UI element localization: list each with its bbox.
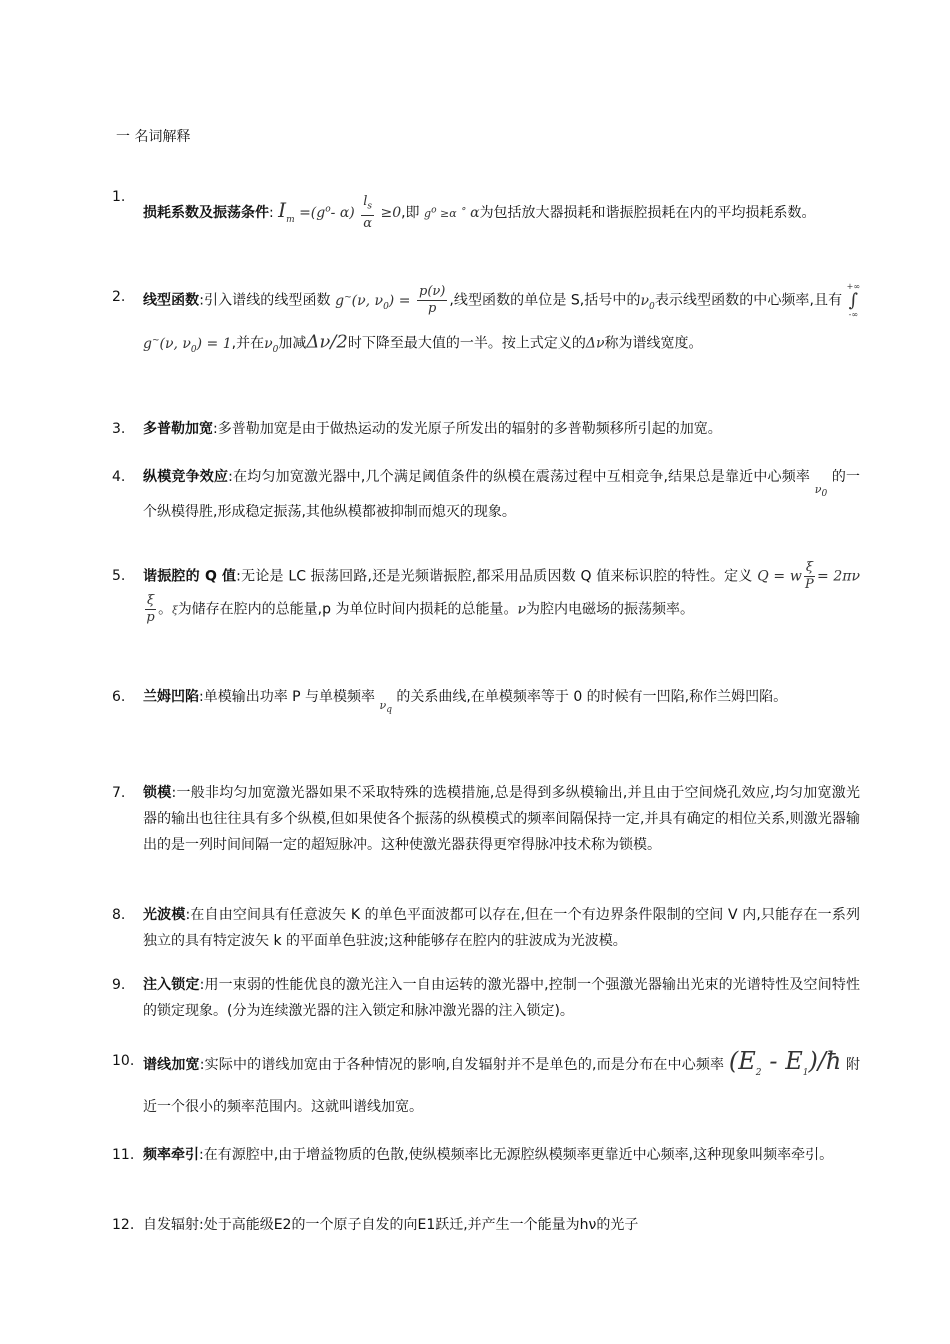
- fraction: $\frac{\xi}{P}$: [805, 560, 814, 592]
- item-number: 12.: [112, 1217, 135, 1233]
- list-item: 9. 注入锁定:用一束弱的性能优良的激光注入一自由运转的激光器中,控制一个强激光器输出光束的光谱特性及空间特性的锁定现象。(分为连续激光器的注入锁定和脉冲激光器的注入锁定)。: [112, 972, 860, 1024]
- item-number: 2.: [112, 289, 126, 305]
- item-number: 5.: [112, 568, 126, 584]
- section-title: 一 名词解释: [116, 129, 191, 145]
- fraction: $\frac{p(\nu)}{p}$: [419, 284, 446, 317]
- term: 损耗系数及振荡条件: [143, 205, 269, 221]
- formula: ($E_2$ - $E_1)/ħ$: [728, 1047, 842, 1078]
- term: 谐振腔的 Q 值: [143, 568, 237, 585]
- item-number: 6.: [112, 689, 126, 705]
- item-number: 1.: [112, 189, 126, 205]
- fraction: $\frac{\xi}{p}$: [146, 593, 155, 625]
- term: 线型函数: [143, 292, 200, 309]
- term: 纵模竞争效应: [143, 469, 229, 485]
- term: 多普勒加宽: [143, 421, 213, 437]
- list-item: 8. 光波模:在自由空间具有任意波矢 K 的单色平面波都可以存在,但在一个有边界条件限制的空间 V 内,只能存在一系列独立的具有特定波矢 k 的平面单色驻波;这种能够存在腔内的驻波成为光波模。: [112, 902, 860, 954]
- list-item: 2. 线型函数:引入谱线的线型函数 g~(ν, $\nu_0$) = $\frac{p(\nu)}{p}$ ,线型函数的单位是 S,括号中的$\nu_0$表示线型函数的中心频率,且有 +∞ ∫ -∞ g~(ν, $\nu_0) = 1$,并在$\nu_0$加减Δν/2时下降至最大值的一半。按上式定义的Δν称为谱线宽度。: [112, 281, 861, 355]
- list-item: 12. 自发辐射:处于高能级E2的一个原子自发的向E1跃迁,并产生一个能量为hν的光子: [112, 1212, 860, 1238]
- half-width: Δν/2: [306, 332, 348, 354]
- list-item: 7. 锁模:一般非均匀加宽激光器如果不采取特殊的选模措施,总是得到多纵模输出,并且由于空间烧孔效应,均匀加宽激光器的输出也往往具有多个纵模,但如果使各个振荡的纵模模式的频率间隔保持一定,并具有确定的相位关系,则激光器输出的是一列时间间隔一定的超短脉冲。这种使激光器获得更窄得脉冲技术称为锁模。: [112, 780, 860, 858]
- integral: +∞ ∫ -∞: [846, 281, 861, 319]
- item-number: 7.: [112, 785, 126, 801]
- term: 注入锁定: [143, 977, 200, 993]
- list-item: 4. 纵模竞争效应:在均匀加宽激光器中,几个满足阈值条件的纵模在震荡过程中互相竞争,结果总是靠近中心频率 $_{\nu_0}$ 的一个纵模得胜,形成稳定振荡,其他纵模都被抑制而熄灭的现象。: [112, 462, 860, 527]
- fraction: $\frac{l_s}{\alpha}$: [363, 194, 373, 231]
- item-number: 11.: [112, 1147, 135, 1163]
- list-item: 3. 多普勒加宽:多普勒加宽是由于做热运动的发光原子所发出的辐射的多普勒频移所引起的加宽。: [112, 416, 860, 442]
- item-number: 4.: [112, 469, 126, 485]
- item-number: 10.: [112, 1053, 135, 1069]
- term: 锁模: [143, 785, 172, 801]
- term: 光波模: [143, 907, 186, 923]
- list-item: 6. 兰姆凹陷:单模输出功率 P 与单模频率 $_{\nu_q}$ 的关系曲线,在单模频率等于 0 的时候有一凹陷,称作兰姆凹陷。: [112, 684, 860, 730]
- item-number: 9.: [112, 977, 126, 993]
- list-item: 5. 谐振腔的 Q 值:无论是 LC 振荡回路,还是光频谐振腔,都采用品质因数 Q 值来标识腔的特性。定义 Q = w $\frac{\xi}{P}$ = 2πν $\frac{\xi}{p}$ 。ξ为储存在腔内的总能量,p 为单位时间内损耗的总能量。ν为腔内电磁场的振荡频率。: [112, 560, 861, 625]
- item-number: 8.: [112, 907, 126, 923]
- list-item: 11. 频率牵引:在有源腔中,由于增益物质的色散,使纵模频率比无源腔纵模频率更靠近中心频率,这种现象叫频率牵引。: [112, 1142, 860, 1168]
- list-item: 10. 谱线加宽:实际中的谱线加宽由于各种情况的影响,自发辐射并不是单色的,而是分布在中心频率 ($E_2$ - $E_1)/ħ$ 附近一个很小的频率范围内。这就叫谱线加宽。: [112, 1044, 860, 1124]
- list-item: 1. 损耗系数及振荡条件: $I_m =(g^o-$ α) $\frac{l_s}{\alpha}$ ≥0,即 $g^o \ge\alpha$ ˚ α为包括放大器损耗和谐振腔损耗在内的平均损耗系数。: [112, 184, 860, 242]
- item-number: 3.: [112, 421, 126, 437]
- term: 谱线加宽: [143, 1057, 200, 1073]
- term: 兰姆凹陷: [143, 689, 199, 705]
- term: 频率牵引: [143, 1147, 199, 1163]
- formula: $I_m$: [278, 198, 295, 225]
